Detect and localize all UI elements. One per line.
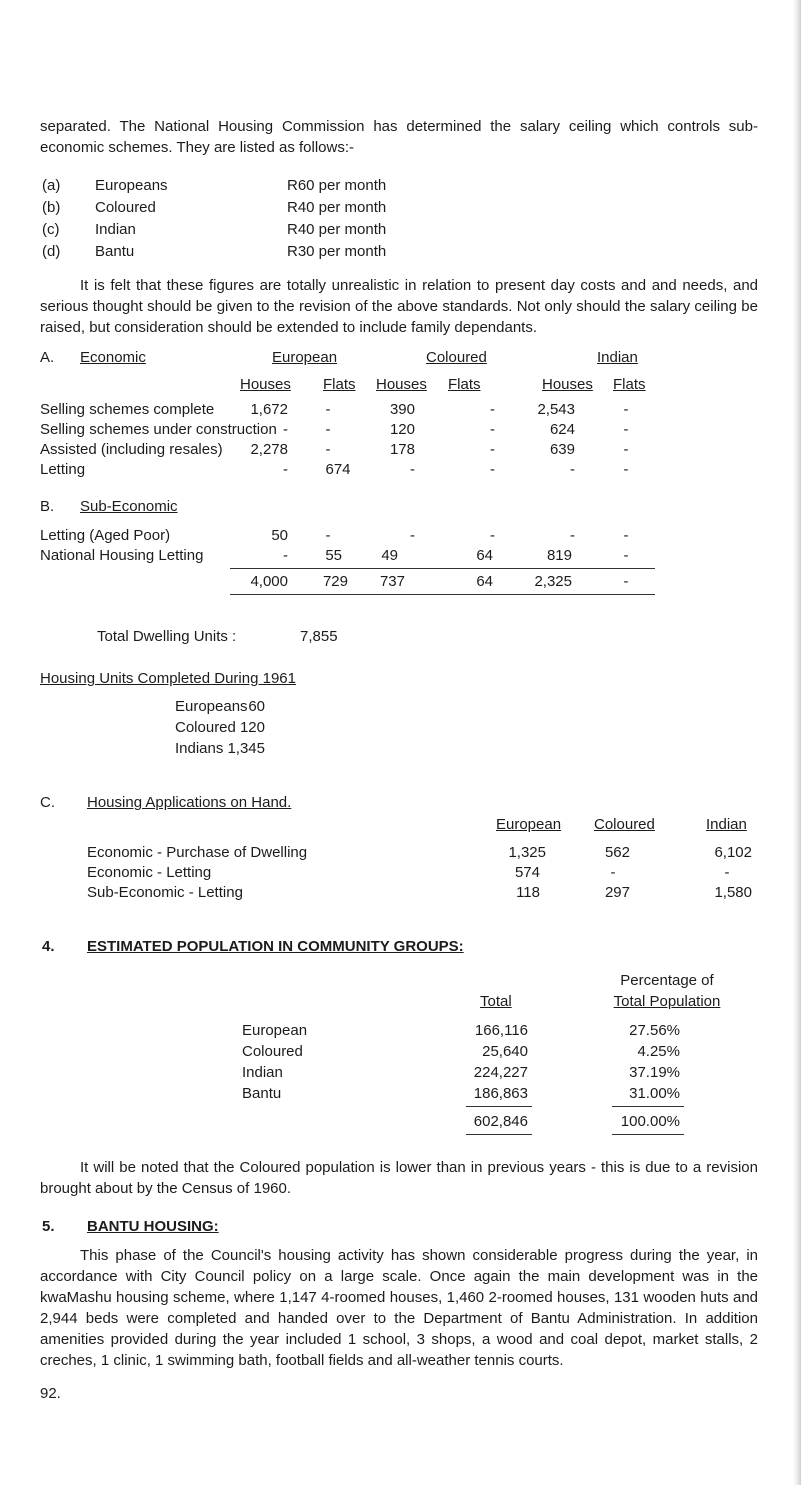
total-rule-top — [230, 568, 655, 569]
intro-paragraph: separated. The National Housing Commission has determined the salary ceiling which controls sub-economic schemes. They are listed as follows:- — [40, 118, 758, 156]
cell: 1,672 — [250, 401, 288, 418]
total-rule-bottom — [466, 1134, 532, 1135]
item-group: Indian — [95, 221, 136, 238]
cell: 1,580 — [714, 884, 752, 901]
row-label: Coloured — [242, 1043, 303, 1060]
total-cell: 64 — [476, 573, 493, 590]
applications-title: Housing Applications on Hand. — [87, 794, 292, 811]
total-units-label: Total Dwelling Units : — [97, 628, 237, 645]
cell: 118 — [516, 884, 540, 901]
item-ceiling: R30 per month — [287, 243, 387, 260]
completed-title: Housing Units Completed During 1961 — [40, 670, 296, 687]
pct-rule-top — [612, 1106, 684, 1107]
sub-header: Houses — [542, 376, 593, 393]
cell: 49 — [381, 547, 398, 564]
cell: 562 — [604, 844, 630, 861]
cell: - — [623, 527, 629, 544]
completed-group: Coloured — [175, 719, 236, 736]
cell: - — [490, 527, 495, 544]
total-rule-bottom — [230, 594, 655, 595]
total-cell: 737 — [379, 573, 405, 590]
cell: - — [283, 461, 288, 478]
total-rule-top — [466, 1106, 532, 1107]
grand-total: 602,846 — [473, 1113, 528, 1130]
cell: 25,640 — [482, 1043, 528, 1060]
group-header-european: European — [272, 349, 338, 366]
cell: - — [623, 441, 629, 458]
sub-header: Flats — [323, 376, 356, 393]
group-header-indian: Indian — [597, 349, 638, 366]
cell: 297 — [604, 884, 630, 901]
bantu-number: 5. — [42, 1218, 55, 1235]
pct-header-line1: Percentage of — [620, 972, 714, 989]
cell: 178 — [389, 441, 415, 458]
item-group: Europeans — [95, 177, 168, 194]
cell: - — [623, 461, 629, 478]
row-label: Assisted (including resales) — [40, 441, 223, 458]
cell: 639 — [549, 441, 575, 458]
cell: - — [325, 441, 331, 458]
completed-value: 1,345 — [227, 740, 265, 757]
cell: 819 — [546, 547, 572, 564]
cell: - — [623, 421, 629, 438]
pct-rule-bottom — [612, 1134, 684, 1135]
row-label: Economic - Purchase of Dwelling — [87, 844, 308, 861]
page-number: 92. — [40, 1385, 61, 1402]
pct-header-line2: Total Population — [613, 993, 721, 1010]
cell: 186,863 — [473, 1085, 528, 1102]
section-a-title: Economic — [80, 349, 146, 366]
row-label: European — [242, 1022, 308, 1039]
completed-group: Indians — [175, 740, 224, 757]
cell: - — [283, 547, 288, 564]
bantu-title: BANTU HOUSING: — [87, 1218, 219, 1235]
cell: 4.25% — [637, 1043, 680, 1060]
cell: 390 — [389, 401, 415, 418]
cell: 27.56% — [629, 1022, 680, 1039]
row-label: Letting (Aged Poor) — [40, 527, 171, 544]
item-key: (d) — [42, 243, 61, 260]
total-cell: - — [623, 573, 629, 590]
completed-value: 120 — [239, 719, 265, 736]
cell: 55 — [325, 547, 342, 564]
cell: - — [610, 864, 616, 881]
completed-value: 60 — [248, 698, 265, 715]
cell: - — [325, 401, 331, 418]
total-header: Total — [480, 993, 512, 1010]
item-key: (c) — [42, 221, 60, 238]
bantu-paragraph: This phase of the Council's housing activity has shown considerable progress during the year, in accordance with City Council policy on a large scale. Once again the main development was in the kwaMashu housing scheme, where 1,147 4-roomed houses, 1,460 2-roomed houses, 131 wooden huts and 2,944 beds were completed and handed over to the Department of Bantu Administration. In addition amenities provided during the year included 1 school, 3 shops, a wood and coal depot, market stalls, 2 creches, 1 clinic, 1 swimming bath, football fields and all-weather tennis courts. — [40, 1247, 758, 1369]
cell: 166,116 — [474, 1022, 528, 1039]
sub-header: Flats — [613, 376, 646, 393]
page-edge-shadow — [793, 0, 801, 1485]
cell: - — [410, 527, 415, 544]
total-cell: 729 — [322, 573, 348, 590]
population-number: 4. — [42, 938, 55, 955]
section-c-label: C. — [40, 794, 55, 811]
section-b-title: Sub-Economic — [80, 498, 178, 515]
cell: 624 — [549, 421, 575, 438]
revision-paragraph: It is felt that these figures are totally unrealistic in relation to present day costs and and needs, and serious thought should be given to the revision of the above standards. Not only should the salary ceiling be raised, but consideration should be extended to include family dependants. — [40, 277, 758, 336]
row-label: Sub-Economic - Letting — [87, 884, 243, 901]
total-cell: 2,325 — [534, 573, 572, 590]
app-header-european: European — [496, 816, 562, 833]
cell: - — [623, 401, 629, 418]
cell: - — [325, 421, 331, 438]
sub-header: Houses — [376, 376, 427, 393]
cell: 574 — [514, 864, 540, 881]
cell: - — [283, 421, 288, 438]
app-header-indian: Indian — [706, 816, 747, 833]
cell: 224,227 — [473, 1064, 528, 1081]
cell: - — [490, 441, 495, 458]
cell: 64 — [476, 547, 493, 564]
item-ceiling: R60 per month — [287, 177, 387, 194]
cell: 1,325 — [508, 844, 546, 861]
section-a-label: A. — [40, 349, 55, 366]
item-key: (b) — [42, 199, 61, 216]
cell: - — [623, 547, 629, 564]
sub-header: Flats — [448, 376, 481, 393]
coloured-note: It will be noted that the Coloured population is lower than in previous years - this is due to a revision brought about by the Census of 1960. — [40, 1159, 758, 1197]
cell: 50 — [271, 527, 288, 544]
cell: 31.00% — [629, 1085, 680, 1102]
row-label: National Housing Letting — [40, 547, 204, 564]
grand-pct: 100.00% — [620, 1113, 680, 1130]
cell: 2,543 — [537, 401, 575, 418]
row-label: Economic - Letting — [87, 864, 212, 881]
row-label: Letting — [40, 461, 86, 478]
row-label: Indian — [242, 1064, 283, 1081]
cell: - — [410, 461, 415, 478]
cell: 674 — [325, 461, 351, 478]
cell: - — [490, 421, 495, 438]
row-label: Selling schemes under construction — [40, 421, 277, 438]
cell: - — [570, 527, 575, 544]
section-b-label: B. — [40, 498, 55, 515]
item-key: (a) — [42, 177, 61, 194]
cell: 37.19% — [629, 1064, 680, 1081]
item-group: Bantu — [95, 243, 135, 260]
completed-group: Europeans — [175, 698, 248, 715]
cell: 120 — [389, 421, 415, 438]
cell: - — [490, 401, 495, 418]
total-units-value: 7,855 — [300, 628, 338, 645]
total-cell: 4,000 — [250, 573, 288, 590]
cell: - — [490, 461, 495, 478]
cell: 2,278 — [250, 441, 288, 458]
item-ceiling: R40 per month — [287, 199, 387, 216]
cell: - — [325, 527, 331, 544]
app-header-coloured: Coloured — [594, 816, 655, 833]
population-title: ESTIMATED POPULATION IN COMMUNITY GROUPS: — [87, 938, 464, 955]
row-label: Bantu — [242, 1085, 282, 1102]
cell: - — [724, 864, 730, 881]
cell: 6,102 — [714, 844, 752, 861]
group-header-coloured: Coloured — [426, 349, 487, 366]
item-group: Coloured — [95, 199, 156, 216]
cell: - — [570, 461, 575, 478]
item-ceiling: R40 per month — [287, 221, 387, 238]
sub-header: Houses — [240, 376, 291, 393]
row-label: Selling schemes complete — [40, 401, 215, 418]
